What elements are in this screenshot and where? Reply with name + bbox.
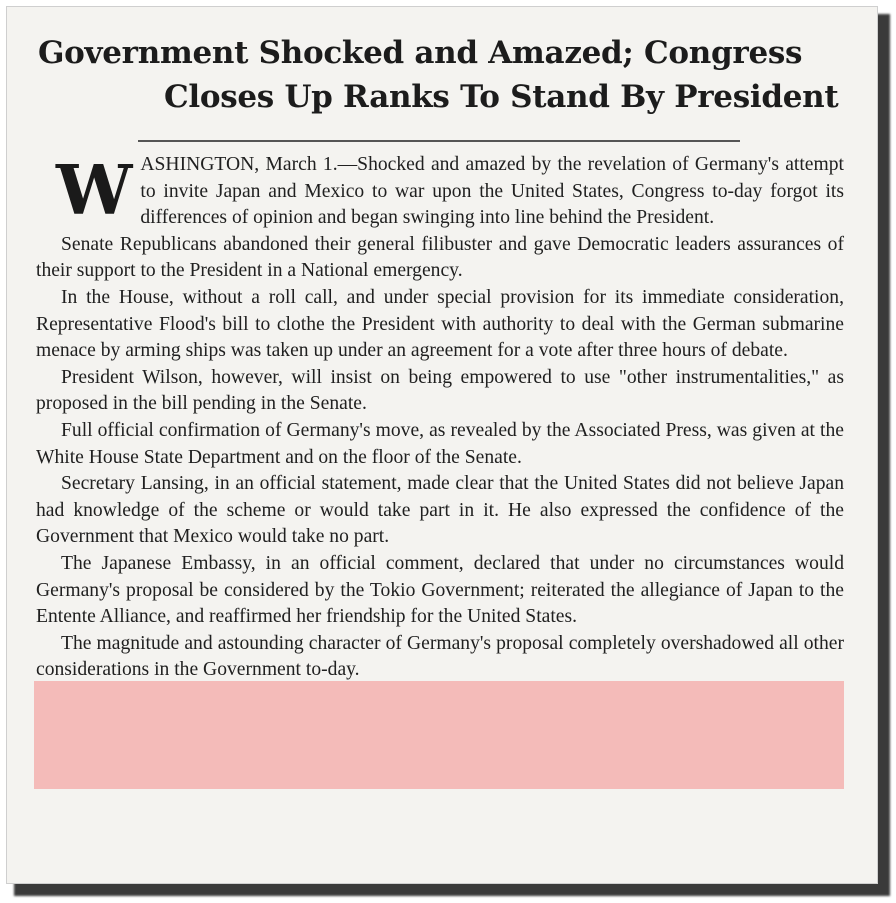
paragraph-magnitude: The magnitude and astounding character of Germany's proposal completely overshadowed all other considerations in the Government to-day. [36,632,844,681]
paragraph-lansing: Secretary Lansing, in an official statement, made clear that the United States did not believe Japan had knowledge of the scheme or would take part in it. He also expressed the confidence of the Government that Mexico would take no part. [36,473,844,548]
headline-line-2: Closes Up Ranks To Stand By President [164,79,839,115]
drop-cap: W [56,151,133,231]
article-body [36,152,844,684]
headline-rule [138,140,740,142]
highlight-box [34,681,844,789]
lead-paragraph [36,152,844,232]
paragraph-confirmation: Full official confirmation of Germany's move, as revealed by the Associated Press, was given at the White House State Department and on the floor of the Senate. [36,419,844,468]
paragraph-house: In the House, without a roll call, and under special provision for its immediate consideration, Representative Flood's bill to clothe the President with authority to deal with the German submarine menace by arming ships was taken up under an agreement for a vote after three hours of debate. [36,286,844,362]
paragraph-senate: Senate Republicans abandoned their general filibuster and gave Democratic leaders assurances of their support to the President in a National emergency. [36,233,844,282]
headline-line-1: Government Shocked and Amazed; Congress [38,35,803,71]
lead-text: ASHINGTON, March 1.—Shocked and amazed by the revelation of Germany's attempt to invite Japan and Mexico to war upon the United States, Congress to-day forgot its differences of opinion and began swinging into line behind the President. [140,154,844,229]
paragraph-japanese-embassy: The Japanese Embassy, in an official comment, declared that under no circumstances would Germany's proposal be considered by the Tokio Government; reiterated the allegiance of Japan to the Entente Alliance, and reaffirmed her friendship for the United States. [36,552,844,628]
paragraph-wilson: President Wilson, however, will insist on being empowered to use "other instrumentalities," as proposed in the bill pending in the Senate. [36,366,844,415]
